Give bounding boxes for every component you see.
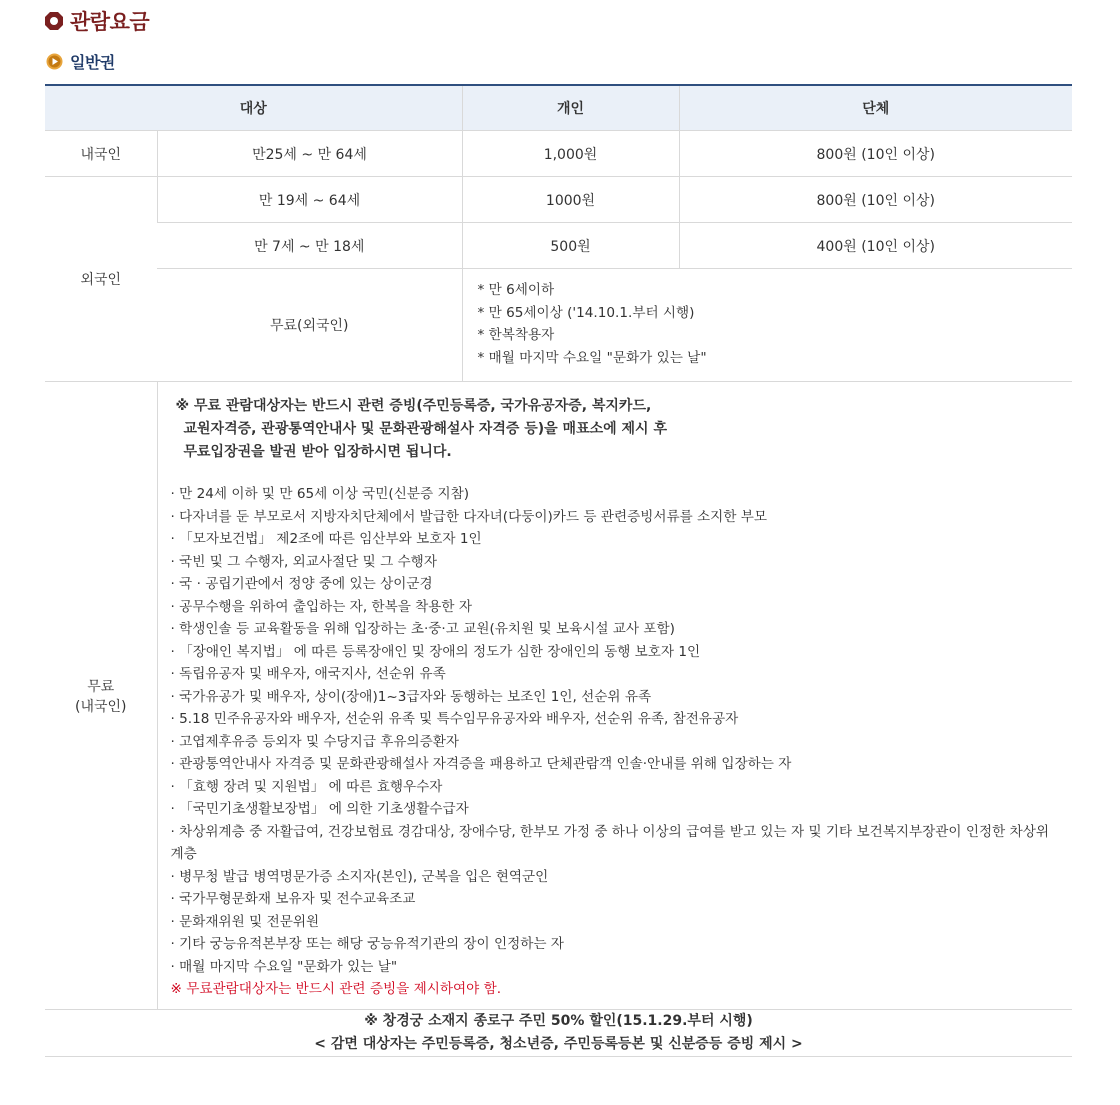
list-item: · 관광통역안내사 자격증 및 문화관광해설사 자격증을 패용하고 단체관람객 인솔·안내를 위해 입장하는 자: [170, 756, 792, 773]
table-row: [45, 223, 1072, 269]
fee-table: [45, 84, 1072, 1057]
free-domestic-label: 무료: [87, 678, 115, 695]
free-domestic-conditions: [157, 382, 1072, 1010]
list-item: * 만 6세이하: [477, 282, 555, 298]
list-item: · 「장애인 복지법」 에 따른 등록장애인 및 장애의 정도가 심한 장애인의 동행 보호자 1인: [170, 643, 701, 660]
list-item: · 학생인솔 등 교육활동을 위해 입장하는 초·중·고 교원(유치원 및 보육시설 교사 포함): [170, 621, 675, 638]
list-item: * 한복착용자: [477, 327, 555, 344]
list-item: · 매월 마지막 수요일 "문화가 있는 날": [170, 958, 398, 975]
list-item: · 국가무형문화재 보유자 및 전수교육조교: [170, 891, 416, 908]
header-individual: 개인: [462, 85, 679, 131]
header-group: 단체: [679, 85, 1072, 131]
list-item: · 병무청 발급 병역명문가증 소지자(본인), 군복을 입은 현역군인: [170, 868, 549, 885]
list-item: · 국빈 및 그 수행자, 외교사절단 및 그 수행자: [170, 553, 437, 570]
group-price: 400원 (10인 이상): [679, 223, 1072, 269]
list-item: · 문화재위원 및 전문위원: [170, 913, 320, 930]
section-title: [46, 50, 115, 72]
free-domestic-sublabel: (내국인): [75, 698, 127, 715]
list-item: · 「효행 장려 및 지원법」 에 따른 효행우수자: [170, 778, 443, 795]
table-row: [45, 131, 1072, 177]
proof-notice: [158, 382, 1073, 464]
category-foreign: 외국인: [45, 177, 157, 382]
free-foreign-conditions: [462, 269, 1072, 382]
individual-price: 1,000원: [462, 131, 679, 177]
age-range: 만25세 ~ 만 64세: [157, 131, 462, 177]
group-price: 800원 (10인 이상): [679, 177, 1072, 223]
notice-line: 무료입장권을 발권 받아 입장하시면 됩니다.: [183, 444, 452, 461]
table-row: [45, 177, 1072, 223]
discount-line: ※ 창경궁 소재지 종로구 주민 50% 할인(15.1.29.부터 시행): [364, 1012, 753, 1029]
octagon-bullet-icon: [44, 11, 64, 31]
list-item: · 고엽제후유증 등외자 및 수당지급 후유의증환자: [170, 733, 460, 750]
individual-price: 1000원: [462, 177, 679, 223]
free-foreign-label: 무료(외국인): [157, 269, 462, 382]
list-item: · 국 · 공립기관에서 정양 중에 있는 상이군경: [170, 576, 433, 593]
table-row: [45, 269, 1072, 382]
section-title-text: 일반권: [70, 52, 115, 72]
list-item: · 만 24세 이하 및 만 65세 이상 국민(신분증 지참): [170, 486, 470, 503]
list-item: · 국가유공가 및 배우자, 상이(장애)1~3급자와 동행하는 보조인 1인, 선순위 유족: [170, 688, 652, 705]
play-circle-icon: [46, 53, 63, 70]
table-row: [45, 1009, 1072, 1056]
page-title: [44, 5, 149, 37]
category-free-domestic: [45, 382, 157, 1010]
notice-line: 교원자격증, 관광통역안내사 및 문화관광해설사 자격증 등)을 매표소에 제시 후: [183, 421, 667, 438]
list-item: · 차상위계층 중 자활급여, 건강보험료 경감대상, 장애수당, 한부모 가정 중 하나 이상의 급여를 받고 있는 자 및 기타 보건복지부장관이 인정한 차상위계층: [170, 823, 1049, 863]
list-item: * 만 65세이상 ('14.10.1.부터 시행): [477, 304, 695, 321]
notice-line: ※ 무료 관람대상자는 반드시 관련 증빙(주민등록증, 국가유공자증, 복지카드,: [175, 398, 652, 415]
page-title-text: 관람요금: [70, 10, 150, 34]
list-item: · 기타 궁능유적본부장 또는 해당 궁능유적기관의 장이 인정하는 자: [170, 936, 564, 953]
table-header-row: [45, 85, 1072, 131]
resident-discount-notice: [45, 1009, 1072, 1056]
list-item: · 다자녀를 둔 부모로서 지방자치단체에서 발급한 다자녀(다둥이)카드 등 관련증빙서류를 소지한 부모: [170, 508, 768, 525]
list-item: · 공무수행을 위하여 출입하는 자, 한복을 착용한 자: [170, 598, 473, 615]
table-row: [45, 382, 1072, 1010]
age-range: 만 19세 ~ 64세: [157, 177, 462, 223]
category-domestic: 내국인: [45, 131, 157, 177]
age-range: 만 7세 ~ 만 18세: [157, 223, 462, 269]
list-item: · 「국민기초생활보장법」 에 의한 기초생활수급자: [170, 801, 469, 818]
list-item: · 「모자보건법」 제2조에 따른 임산부와 보호자 1인: [170, 531, 482, 548]
list-item: · 독립유공자 및 배우자, 애국지사, 선순위 유족: [170, 666, 446, 683]
header-target: 대상: [45, 85, 462, 131]
list-item: · 5.18 민주유공자와 배우자, 선순위 유족 및 특수임무유공자와 배우자, 선순위 유족, 참전유공자: [170, 711, 739, 728]
proof-warning: ※ 무료관람대상자는 반드시 관련 증빙을 제시하여야 함.: [170, 981, 502, 998]
free-eligibility-list: [158, 483, 1073, 978]
individual-price: 500원: [462, 223, 679, 269]
group-price: 800원 (10인 이상): [679, 131, 1072, 177]
list-item: * 매월 마지막 수요일 "문화가 있는 날": [477, 349, 707, 366]
discount-proof-line: < 감면 대상자는 주민등록증, 청소년증, 주민등록등본 및 신분증등 증빙 제시 >: [314, 1035, 803, 1052]
